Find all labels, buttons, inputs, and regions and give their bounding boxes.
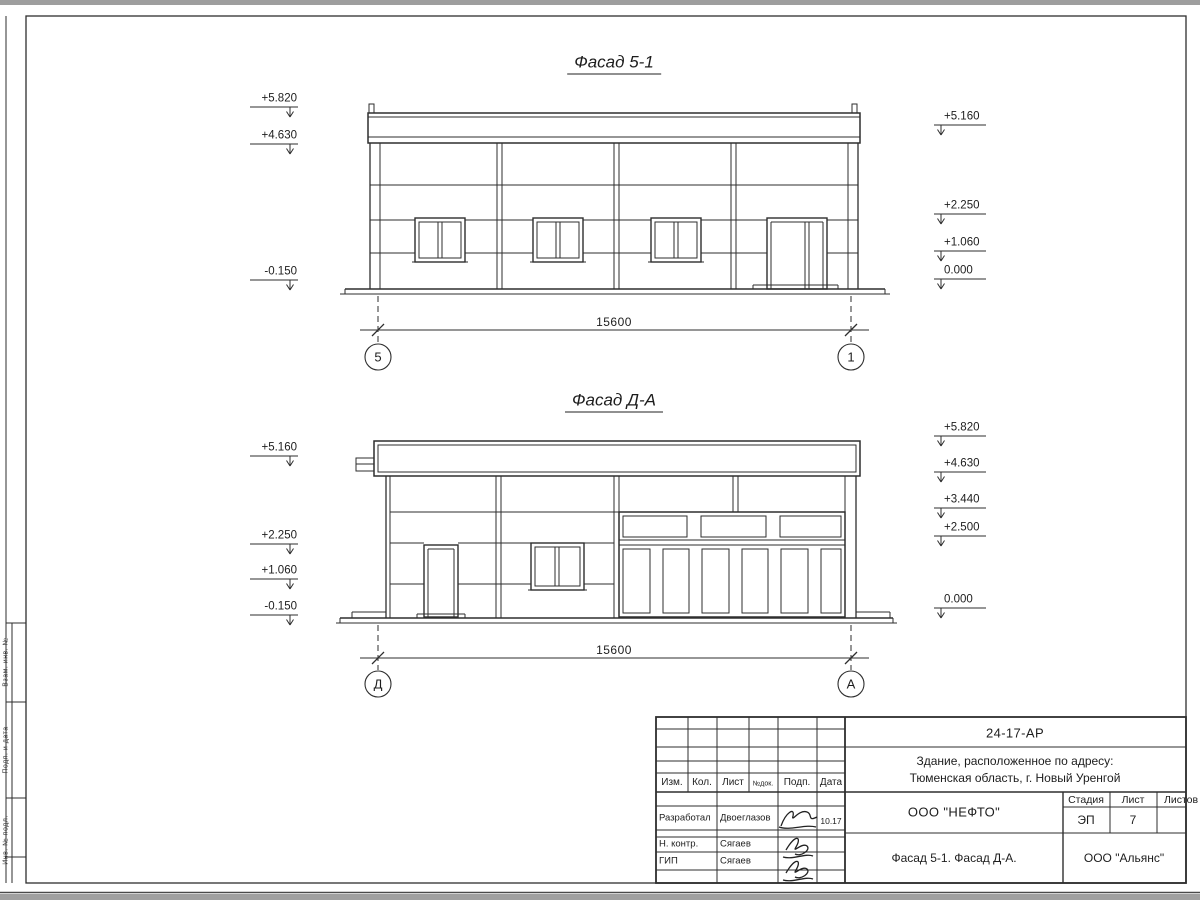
signer-role-2: Н. контр. [659,838,699,850]
facade1-window-3 [648,218,704,262]
signature-nkontr [783,838,813,857]
elevation-mark: 0.000 [944,264,973,277]
facade2-axis-right: А [846,676,856,692]
signer-date-1: 10.17 [820,815,842,826]
margin-label-podp: Подп. и дата [2,726,10,774]
elevation-mark: -0.150 [264,265,297,278]
elevation-mark: +5.820 [944,421,980,434]
elevation-mark: +2.250 [261,529,297,542]
facade1-title: Фасад 5-1 [567,54,661,75]
signature-gip [783,861,813,880]
doc-number: 24-17-АР [985,725,1045,741]
col-izm: Изм. [661,777,683,788]
object-address-line2: Тюменская область, г. Новый Уренгой [909,771,1121,785]
list-label: Лист [1121,793,1145,806]
customer-org: ООО "Альянс" [1083,851,1165,865]
object-address-line1: Здание, расположенное по адресу: [916,754,1114,768]
elevation-mark: +1.060 [944,236,980,249]
signer-name-2: Сягаев [720,838,751,850]
margin-label-inv: Инв. № подл. [2,815,10,865]
col-data: Дата [819,777,843,788]
signer-name-3: Сягаев [720,855,751,867]
facade1-dimension-value: 15600 [596,315,632,329]
signer-role-1: Разработал [659,812,711,824]
facade2-window [528,543,587,590]
signer-name-1: Двоеглазов [720,812,771,824]
elevation-mark: +5.820 [261,92,297,105]
list-value: 7 [1129,813,1137,827]
elevation-mark: +2.250 [944,199,980,212]
elevation-mark: +4.630 [944,457,980,470]
signature-razrabotal [779,811,817,828]
facade1-dimension [360,296,869,370]
facade2-storefront [619,512,845,617]
scan-edge-bottom [0,894,1200,900]
facade1-axis-right: 1 [847,349,855,365]
facade1-door [767,218,827,289]
elevation-mark: +5.160 [944,110,980,123]
elevation-mark: +2.500 [944,521,980,534]
col-list: Лист [722,777,744,788]
col-podp: Подп. [783,777,811,788]
listov-label: Листов [1163,793,1199,806]
facade1-elevation-marks [250,107,986,290]
facade2-axis-left: Д [373,676,383,692]
scan-edge-top [0,0,1200,5]
facade2-dimension [360,625,869,697]
sheet-frame [6,16,1186,883]
facade1-window-2 [530,218,586,262]
elevation-mark: +5.160 [261,441,297,454]
elevation-mark: +4.630 [261,129,297,142]
stage-label: Стадия [1068,793,1104,806]
elevation-mark: +1.060 [261,564,297,577]
facade-5-1-drawing [340,104,890,294]
facade2-title: Фасад Д-А [565,392,663,413]
stage-value: ЭП [1077,813,1095,827]
signer-role-3: ГИП [659,855,678,867]
facade1-axis-left: 5 [374,349,382,365]
facade1-window-1 [412,218,468,262]
elevation-mark: +3.440 [944,493,980,506]
elevation-mark: -0.150 [264,600,297,613]
facade2-dimension-value: 15600 [596,643,632,657]
sheet-name: Фасад 5-1. Фасад Д-А. [891,851,1017,865]
col-ndok: №док. [752,780,774,788]
elevation-mark: 0.000 [944,593,973,606]
facade-d-a-drawing [336,441,897,623]
margin-label-vzam: Взам. инв. № [2,637,10,687]
facade2-door [424,545,458,617]
designer-org: ООО "НЕФТО" [907,804,1001,820]
col-kol: Кол. [692,777,712,788]
